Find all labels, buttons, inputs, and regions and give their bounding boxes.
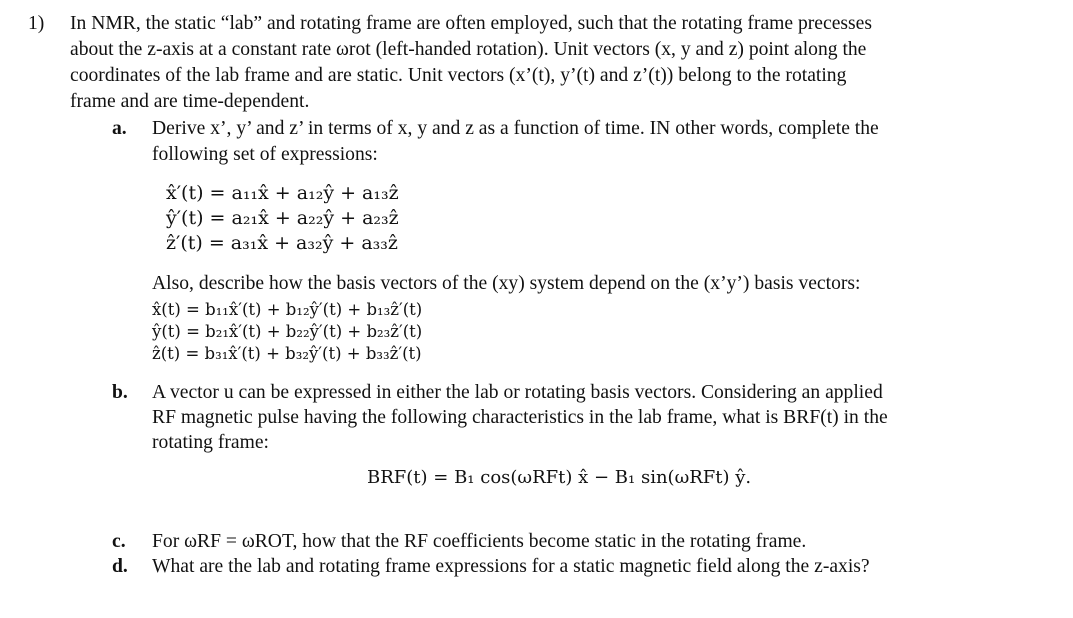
equation-z-prime: ẑ′(t) = a₃₁x̂ + a₃₂ŷ + a₃₃ẑ (166, 232, 398, 254)
part-b-line-3: rotating frame: (152, 432, 269, 453)
part-c-text: For ωRF = ωROT, how that the RF coefficients become static in the rotating frame. (152, 531, 807, 552)
intro-line-1: In NMR, the static “lab” and rotating frame are often employed, such that the rotating frame precesses (70, 13, 872, 34)
part-d-text: What are the lab and rotating frame expressions for a static magnetic field along the z-axis? (152, 556, 870, 577)
part-d-label: d. (112, 556, 128, 577)
part-a-label: a. (112, 118, 127, 139)
intro-line-3: coordinates of the lab frame and are static. Unit vectors (x’(t), y’(t) and z’(t)) belong to the rotating (70, 65, 847, 86)
intro-line-2: about the z-axis at a constant rate ωrot (left-handed rotation). Unit vectors (x, y and z) point along the (70, 39, 867, 60)
question-number: 1) (28, 13, 45, 34)
part-a-also-line: Also, describe how the basis vectors of the (xy) system depend on the (x’y’) basis vectors: (152, 273, 861, 294)
part-a-line-1: Derive x’, y’ and z’ in terms of x, y and z as a function of time. IN other words, complete the (152, 118, 879, 139)
equation-x-lab: x̂(t) = b₁₁x̂′(t) + b₁₂ŷ′(t) + b₁₃ẑ′(t) (152, 300, 423, 319)
equation-brf: BRF(t) = B₁ cos(ωRFt) x̂ − B₁ sin(ωRFt) ŷ. (367, 467, 752, 488)
equation-x-prime: x̂′(t) = a₁₁x̂ + a₁₂ŷ + a₁₃ẑ (166, 182, 399, 204)
part-b-line-2: RF magnetic pulse having the following characteristics in the lab frame, what is BRF(t) in the (152, 407, 888, 428)
part-a-line-2: following set of expressions: (152, 144, 378, 165)
part-b-label: b. (112, 382, 128, 403)
part-c-label: c. (112, 531, 126, 552)
equation-y-lab: ŷ(t) = b₂₁x̂′(t) + b₂₂ŷ′(t) + b₂₃ẑ′(t) (152, 322, 423, 341)
intro-line-4: frame and are time-dependent. (70, 91, 310, 112)
equation-y-prime: ŷ′(t) = a₂₁x̂ + a₂₂ŷ + a₂₃ẑ (166, 207, 399, 229)
equation-z-lab: ẑ(t) = b₃₁x̂′(t) + b₃₂ŷ′(t) + b₃₃ẑ′(t) (152, 344, 422, 363)
part-b-line-1: A vector u can be expressed in either the lab or rotating basis vectors. Considering an applied (152, 382, 883, 403)
